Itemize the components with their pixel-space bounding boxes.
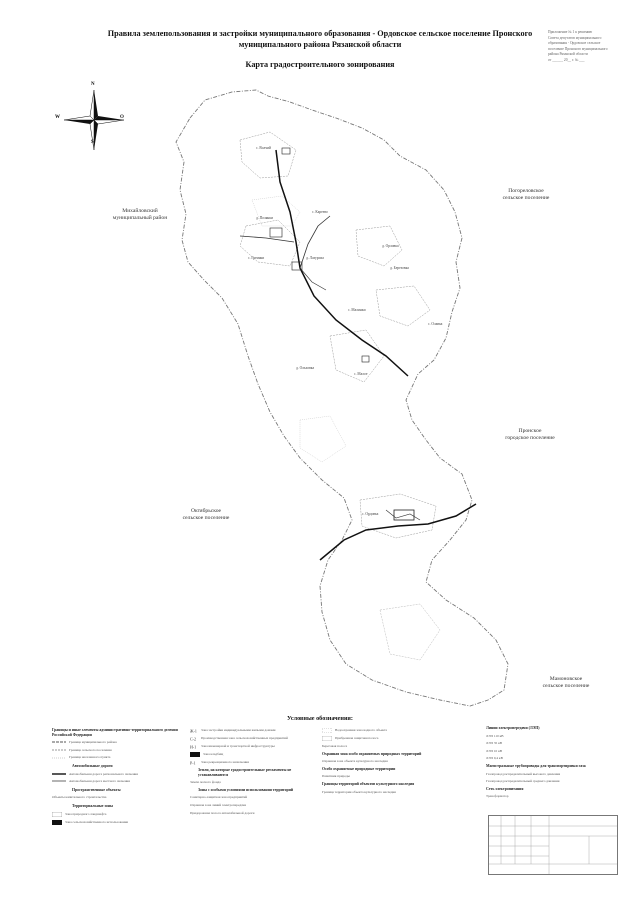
map-title: Правила землепользования и застройки муниципального образования - Ордовское сельское поселение Пронского муниципального района Рязанской области xyxy=(107,29,533,49)
legend-item: Граница населенного пункта xyxy=(69,755,111,760)
legend-item: Автомобильная дорога местного значения xyxy=(69,779,130,784)
legend-item: Ж-1 Зона застройки индивидуальными жилыми домами xyxy=(190,728,276,733)
stamp-line: района Рязанской области xyxy=(548,52,588,57)
region-label-west: Михайловский муниципальный район xyxy=(112,208,168,221)
settlement-label: с. Ордовка xyxy=(362,512,379,516)
settlement-label: д. Ольховка xyxy=(296,366,315,370)
legend-column-3 xyxy=(322,728,462,797)
legend-heading: Территориальные зоны xyxy=(72,803,113,808)
legend-item: Береговая полоса xyxy=(322,744,348,748)
compass-north-label: N xyxy=(91,82,95,87)
stamp-line: поселение Пронского муниципального xyxy=(548,46,608,51)
legend-item: И-1 Зона инженерной и транспортной инфраструктуры xyxy=(190,744,275,749)
region-label-southwest: Октябрьское сельское поселение xyxy=(182,508,230,521)
legend-column-2 xyxy=(190,728,310,818)
settlement-label: д. Полянки xyxy=(256,216,274,220)
legend-item: ЛЭП 0,4 кВ xyxy=(486,756,503,761)
settlement-label: с. Кареево xyxy=(312,210,328,214)
legend-item: Прибрежная защитная полоса xyxy=(322,736,462,741)
legend-heading: Охранная зона особо охраняемых природных территорий xyxy=(322,751,422,756)
approval-stamp xyxy=(548,30,618,64)
svg-text:Ж-1: Ж-1 xyxy=(190,728,197,733)
legend-item: Граница территории объекта культурного наследия xyxy=(322,789,396,794)
stamp-line: образования - Ордовское сельское xyxy=(548,41,601,46)
legend-heading: Зоны с особыми условиями использования территорий xyxy=(198,787,293,792)
legend-item: Охранная зона объекта культурного наследия xyxy=(322,759,388,764)
region-label-east: Пронское городское поселение xyxy=(505,428,555,441)
compass-west-label: W xyxy=(55,115,60,120)
compass-south-label: S xyxy=(91,140,94,145)
zoning-map xyxy=(0,70,640,710)
compass-east-label: O xyxy=(120,115,124,120)
legend-item: ЛЭП 110 кВ xyxy=(486,733,504,738)
legend-heading: Особо охраняемые природные территории xyxy=(322,766,396,771)
legend-item: Граница муниципального района xyxy=(69,740,117,745)
svg-text:С-2: С-2 xyxy=(190,736,196,741)
legend-item: Р-1 Зона рекреационного назначения xyxy=(190,760,249,765)
legend-heading: Автомобильные дороги xyxy=(72,763,113,768)
stamp-line: Совета депутатов муниципального xyxy=(548,35,602,40)
stamp-line: от ______ 20__ г. № ___ xyxy=(548,57,585,62)
legend-item: Санитарно-защитная зона предприятий xyxy=(190,795,248,800)
settlement-label: с. Малинки xyxy=(348,308,366,312)
legend-item: С-2 Производственная зона сельскохозяйственных предприятий xyxy=(190,736,288,741)
legend-item: Зона кладбищ xyxy=(190,752,310,757)
stamp-line: Приложение № 1 к решению xyxy=(548,30,593,34)
legend-item: Зона природного ландшафта xyxy=(52,812,184,817)
legend-column-4 xyxy=(486,726,614,802)
legend-item: Водоохранная зона водного объекта xyxy=(322,728,462,733)
local-road xyxy=(240,236,294,242)
legend-heading: Сеть электропитания xyxy=(486,786,524,791)
legend-heading: Линии электропередачи (ЛЭП) xyxy=(486,726,540,730)
legend-item: Газопровод распределительный среднего давления xyxy=(486,779,560,784)
settlement-label: с. Волчий xyxy=(256,146,271,150)
settlement-label: с. Малое xyxy=(354,372,368,376)
regional-road xyxy=(320,504,476,560)
local-road xyxy=(386,510,420,520)
legend-column-1 xyxy=(52,728,184,828)
region-label-northeast: Погореловское сельское поселение xyxy=(502,188,550,201)
legend-item: Автомобильная дорога регионального значения xyxy=(69,771,138,776)
legend-item: Придорожная полоса автомобильной дороги xyxy=(190,810,255,815)
legend-item: ЛЭП 35 кВ xyxy=(486,741,502,746)
legend-heading: Границы территорий объектов культурного наследия xyxy=(322,781,415,786)
settlement-label: д. Орловка xyxy=(382,244,399,248)
settlement-boundary xyxy=(176,90,508,706)
legend-item: Трансформатор xyxy=(486,794,509,799)
settlement-label: с. Олавка xyxy=(428,322,443,326)
svg-text:Р-1: Р-1 xyxy=(190,760,196,765)
legend-heading: Земли, на которые градостроительные регламенты не устанавливаются xyxy=(198,768,292,777)
title-block-table xyxy=(488,815,618,875)
legend-item: ЛЭП 10 кВ xyxy=(486,748,502,753)
legend-heading: Границы и иные элементы административно-территориального деления Российской Федерации xyxy=(52,728,178,737)
legend-item: Охранная зона линий электропередачи xyxy=(190,802,247,807)
legend-title: Условные обозначения: xyxy=(287,715,353,722)
settlement-label: с. Гремяки xyxy=(248,256,265,260)
legend-item: Граница сельского поселения xyxy=(69,747,112,752)
regional-road xyxy=(276,150,408,376)
legend-item: Памятник природы xyxy=(322,774,350,779)
local-road xyxy=(300,216,330,268)
region-label-southeast: Мамоновское сельское поселение xyxy=(542,676,590,689)
svg-text:И-1: И-1 xyxy=(190,744,197,749)
legend-item: Земли лесного фонда xyxy=(190,780,221,785)
legend-item: Газопровод распределительный высокого давления xyxy=(486,771,561,776)
local-road xyxy=(300,268,326,290)
legend-item: Объекты капитального строительства xyxy=(52,795,107,800)
settlement-label: д. Березовка xyxy=(390,266,409,270)
legend-heading: Магистральные трубопроводы для транспортировки газа xyxy=(486,763,586,768)
settlement-label: д. Лазуриха xyxy=(306,256,324,260)
map-subtitle: Карта градостроительного зонирования xyxy=(245,60,395,69)
legend-heading: Пространственные объекты xyxy=(72,787,121,792)
legend-item: Зона сельскохозяйственного использования xyxy=(52,820,184,825)
